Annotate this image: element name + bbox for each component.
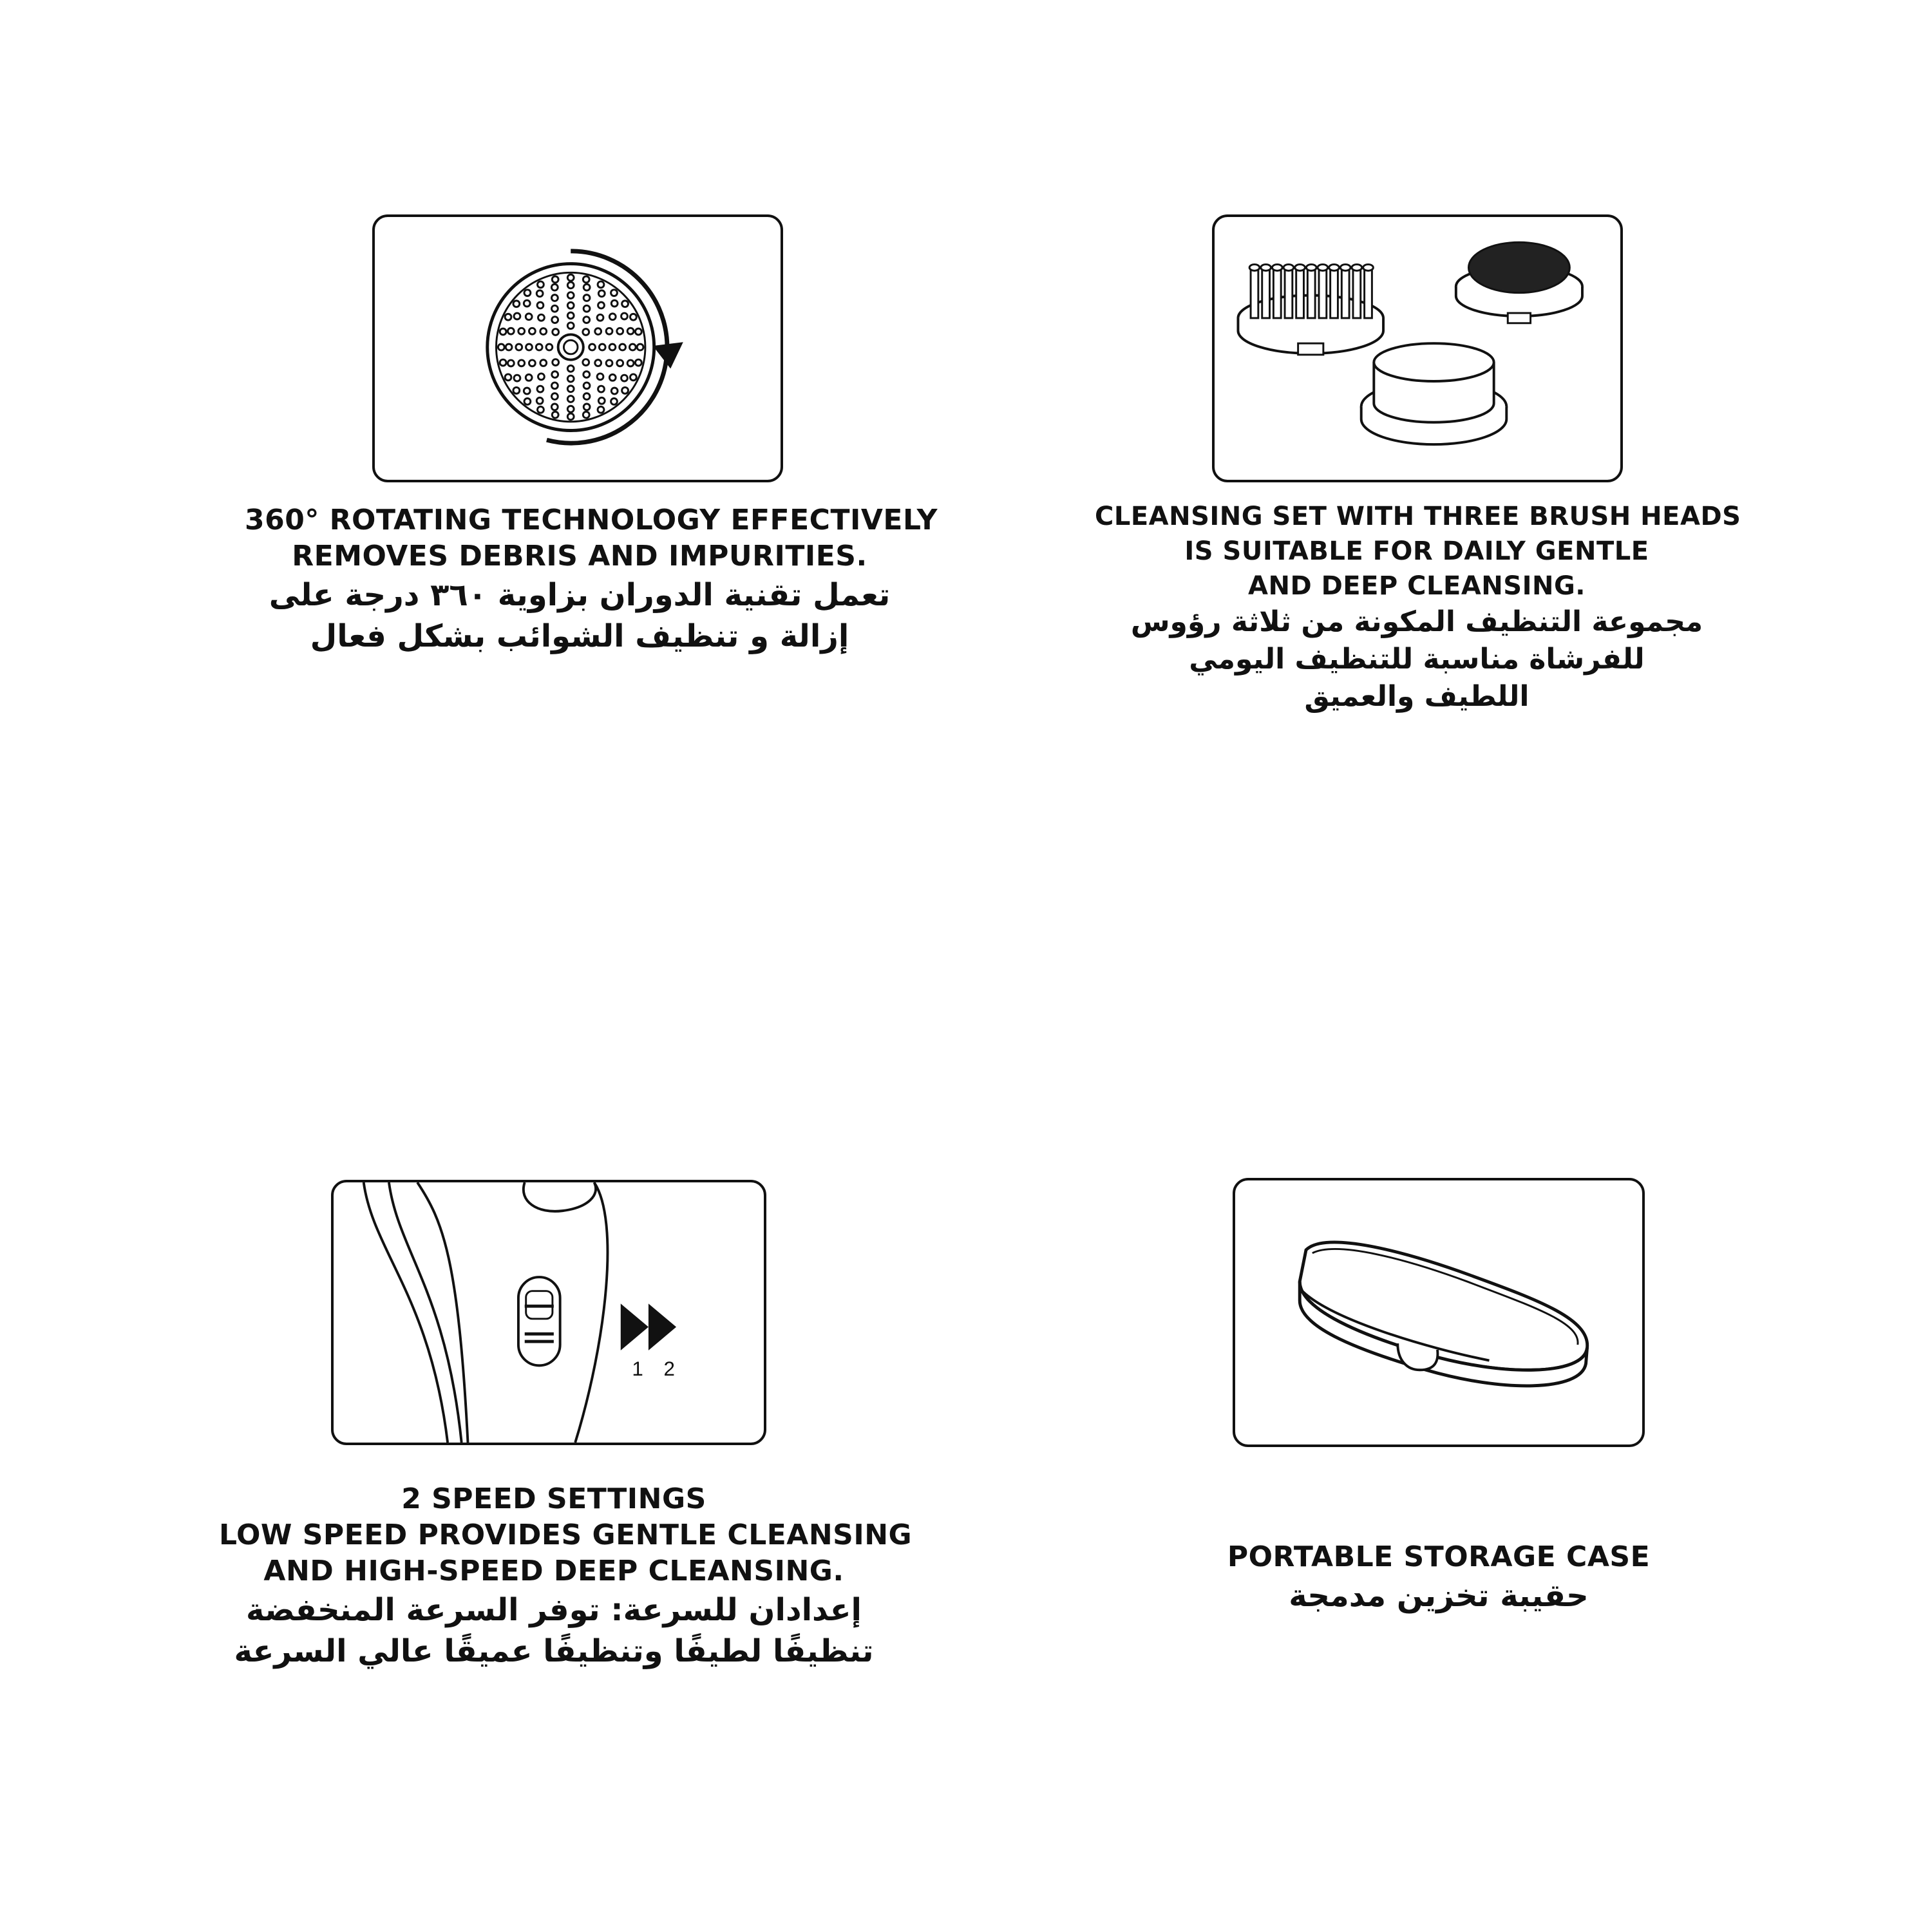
rotating-brush-head-icon	[375, 217, 781, 480]
speed-settings-icon	[334, 1182, 764, 1443]
caption-ar-line: إزالة و تنظيف الشوائب بشكل فعال	[310, 618, 849, 654]
caption-speed	[219, 1481, 913, 1672]
caption-en-line: 360° ROTATING TECHNOLOGY EFFECTIVELY	[245, 504, 938, 536]
storage-case-icon	[1235, 1180, 1642, 1444]
feature-panel-brush-heads	[1212, 214, 1623, 482]
caption-ar-line: اللطيف والعميق	[1304, 680, 1530, 713]
speed-label-1: 1	[632, 1358, 643, 1381]
caption-ar-line: للفرشاة مناسبة للتنظيف اليومي	[1189, 643, 1645, 676]
caption-ar-line: تعمل تقنية الدوران بزاوية ٣٦٠ درجة على	[269, 577, 891, 613]
caption-brush-heads	[1095, 499, 1739, 715]
caption-rotating	[245, 502, 938, 657]
feature-panel-speed	[331, 1180, 766, 1445]
caption-en-line: REMOVES DEBRIS AND IMPURITIES.	[292, 540, 867, 573]
feature-panel-storage-case	[1233, 1178, 1645, 1447]
caption-ar-line: إعدادان للسرعة: توفر السرعة المنخفضة	[245, 1592, 862, 1628]
caption-storage-case	[1110, 1539, 1767, 1616]
caption-en-line: LOW SPEED PROVIDES GENTLE CLEANSING	[219, 1519, 913, 1551]
caption-en-line: AND HIGH-SPEED DEEP CLEANSING.	[263, 1555, 844, 1587]
three-brush-heads-icon	[1215, 217, 1620, 480]
caption-en-line: 2 SPEED SETTINGS	[401, 1482, 706, 1515]
caption-ar-line: مجموعة التنظيف المكونة من ثلاثة رؤوس	[1130, 605, 1703, 638]
caption-ar-line: حقيبة تخزين مدمجة	[1289, 1578, 1589, 1614]
caption-en-line: AND DEEP CLEANSING.	[1248, 571, 1586, 601]
speed-label-2: 2	[663, 1358, 675, 1381]
caption-en-line: IS SUITABLE FOR DAILY GENTLE	[1184, 536, 1649, 566]
caption-en-line: PORTABLE STORAGE CASE	[1227, 1540, 1651, 1573]
caption-en-line: CLEANSING SET WITH THREE BRUSH HEADS	[1095, 502, 1741, 531]
feature-panel-rotating	[372, 214, 783, 482]
caption-ar-line: تنظيفًا لطيفًا وتنظيفًا عميقًا عالي السرعة	[234, 1633, 874, 1669]
